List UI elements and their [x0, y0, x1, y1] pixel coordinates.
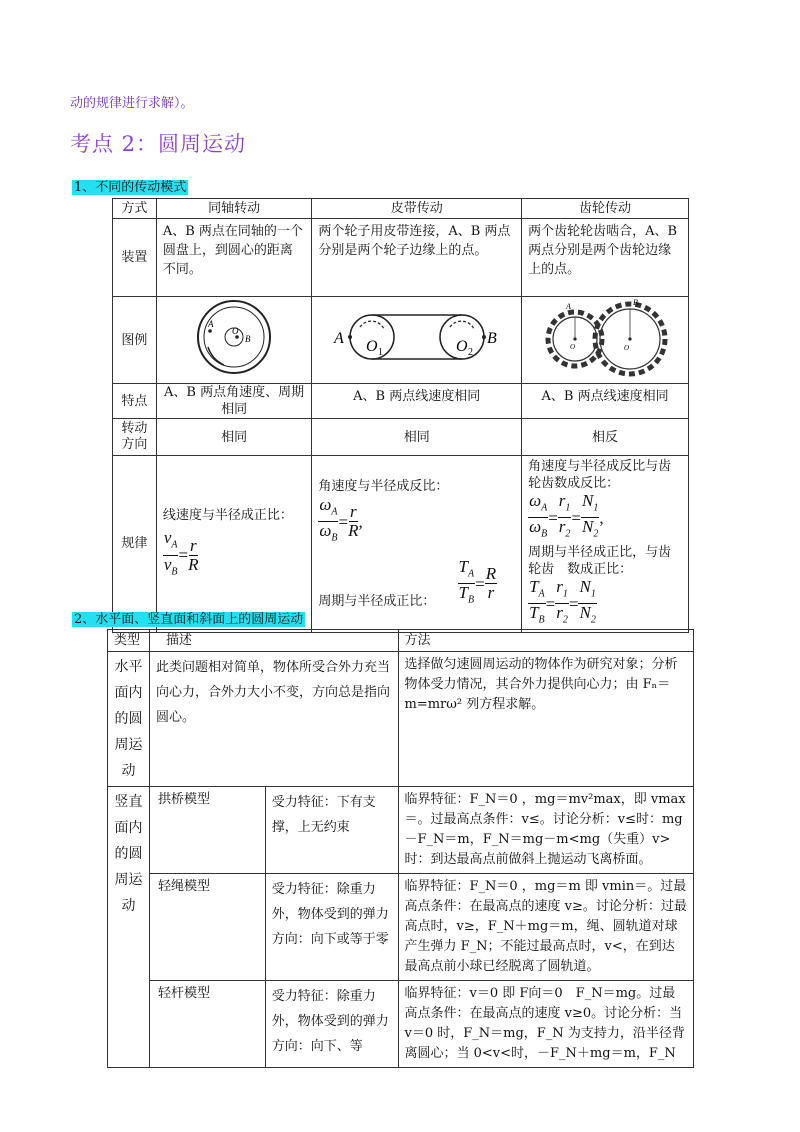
- law-formula: $\frac{T_A}{T_B}$ = $\frac{r_1}{r_2}$ = $\frac{N_1}{N_2}$: [529, 576, 596, 626]
- feature-cell: A、B 两点线速度相同: [312, 384, 522, 419]
- direction-cell: 相同: [312, 419, 522, 456]
- header-cell: 同轴转动: [156, 199, 312, 219]
- label-O1: O: [365, 338, 378, 355]
- type-cell: 竖直面内的圆周运动: [108, 787, 150, 1068]
- header-cell: 描述: [149, 630, 398, 652]
- label-O1-sub: 1: [377, 347, 383, 358]
- intro-tail-text: 动的规律进行求解）。: [70, 96, 194, 111]
- force-cell: 受力特征：除重力外，物体受到的弹力方向：向下、等: [265, 981, 398, 1068]
- subsection-title-1: 1、不同的传动模式: [74, 180, 187, 195]
- law-text: 角速度与半径成反比与齿轮齿数成反比：: [528, 459, 672, 491]
- law-text: 周期与半径成正比，与齿轮齿 数成正比：: [528, 544, 672, 577]
- force-cell: 受力特征：除重力外，物体受到的弹力方向：向下或等于零: [265, 874, 398, 981]
- device-cell: A、B 两点在同轴的一个圆盘上，到圆心的距离不同。: [156, 219, 312, 297]
- belt-figure-cell: [312, 297, 522, 384]
- method-cell: 临界特征：F_N＝0 ，mg＝mv²max，即 vmax＝。过最高点条件：v≤。讨论分析：v≤时：mg－F_N＝m，F_N＝mg－m<mg（失重）v>时：到达最高点前做斜上抛运动飞离桥面。: [398, 787, 694, 874]
- law-cell-belt: [312, 456, 522, 633]
- label-B: B: [245, 334, 251, 344]
- law-period-text: 周期与半径成正比：: [318, 593, 436, 609]
- label-A: A: [333, 330, 344, 347]
- desc-cell: 此类问题相对简单，物体所受合外力充当向心力，合外力大小不变，方向总是指向圆心。: [149, 652, 398, 787]
- label-O2: O: [455, 338, 468, 355]
- header-cell: 皮带传动: [312, 199, 522, 219]
- row-label: 转动方向: [113, 419, 157, 456]
- law-cell-coaxial: [156, 456, 312, 633]
- law-formula: $\frac{\omega_A}{\omega_B}$ = $\frac{r_1}{r_2}$ = $\frac{N_1}{N_2}$ ,: [529, 491, 604, 540]
- gear-figure-cell: [522, 297, 689, 384]
- method-cell: 临界特征：F_N＝0 ，mg＝m 即 vmin＝。过最高点条件：在最高点的速度 v≥。讨论分析：过最高点时，v≥，F_N＋mg＝m，绳、圆轨道对球产生弹力 F_N；不能过最高点时，v<，在到达最高点前小球已经脱离了圆轨道。: [398, 874, 694, 981]
- header-cell: 方法: [398, 630, 694, 652]
- label-A: A: [566, 302, 571, 311]
- method-cell: 临界特征：v＝0 即 F向＝0 F_N＝mg。过最高点条件：在最高点的速度 v≥0。讨论分析：当 v＝0 时，F_N＝mg，F_N 为支持力，沿半径背离圆心；当 0<v<时，－F_N＋mg＝m，F_N: [398, 981, 694, 1068]
- header-cell: 方式: [113, 199, 157, 219]
- label-O2: O: [624, 344, 630, 352]
- section-heading: 考点 2：圆周运动: [70, 132, 247, 156]
- law-text: 角速度与半径成反比：: [318, 479, 449, 494]
- device-cell: 两个齿轮轮齿啮合，A、B 两点分别是两个齿轮边缘上的点。: [522, 219, 689, 297]
- model-name: 拱桥模型: [149, 787, 265, 874]
- law-formula: $\frac{v_A}{v_B}$ = $\frac{r}{R}$: [163, 528, 199, 578]
- label-O2-sub: 2: [467, 347, 473, 358]
- model-name: 轻杆模型: [149, 981, 265, 1068]
- device-cell: 两个轮子用皮带连接，A、B 两点分别是两个轮子边缘上的点。: [312, 219, 522, 297]
- transmission-table: [112, 198, 689, 633]
- header-cell: 齿轮传动: [522, 199, 689, 219]
- label-B: B: [486, 330, 497, 347]
- row-label: 规律: [113, 456, 157, 633]
- direction-cell: 相反: [522, 419, 689, 456]
- feature-cell: A、B 两点角速度、周期相同: [156, 384, 312, 419]
- label-O1: O: [570, 343, 576, 351]
- coaxial-disc-figure: [194, 297, 274, 377]
- header-cell: 类型: [108, 630, 150, 652]
- feature-cell: A、B 两点线速度相同: [522, 384, 689, 419]
- law-cell-gear: [522, 456, 689, 633]
- coaxial-figure-cell: [156, 297, 312, 384]
- law-formula: $\frac{\omega_A}{\omega_B}$ = $\frac{r}{R}$ ,: [319, 495, 363, 544]
- label-O: O: [232, 326, 239, 336]
- row-label: 装置: [113, 219, 157, 297]
- row-label: 特点: [113, 384, 157, 419]
- direction-cell: 相同: [156, 419, 312, 456]
- subsection-title-2: 2、水平面、竖直面和斜面上的圆周运动: [74, 612, 304, 627]
- force-cell: 受力特征：下有支撑，上无约束: [265, 787, 398, 874]
- model-name: 轻绳模型: [149, 874, 265, 981]
- circular-motion-table: [107, 629, 694, 1068]
- law-formula-period: $\frac{T_A}{T_B}$ = $\frac{R}{r}$: [458, 556, 497, 606]
- label-A: A: [208, 319, 214, 329]
- label-B: B: [633, 298, 638, 307]
- belt-drive-figure: [332, 307, 502, 367]
- law-text: 线速度与半径成正比：: [162, 508, 293, 524]
- row-label: 图例: [113, 297, 157, 384]
- method-cell: 选择做匀速圆周运动的物体作为研究对象；分析物体受力情况，其合外力提供向心力；由 Fₙ＝m=mrω² 列方程求解。: [398, 652, 694, 787]
- type-cell: 水平面内的圆周运动: [108, 652, 150, 787]
- gear-drive-figure: [530, 297, 680, 377]
